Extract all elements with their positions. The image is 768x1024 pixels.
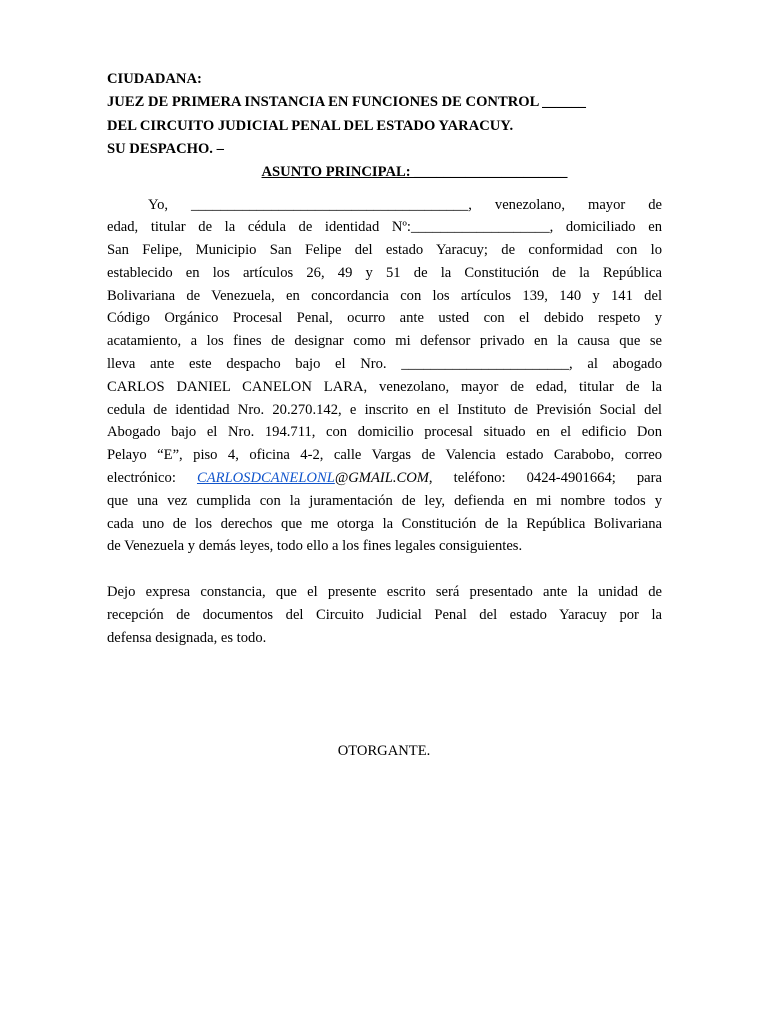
paragraph-1-line: Bolivariana de Venezuela, en concordancia con los artículos 139, 140 y 141 del xyxy=(107,287,662,304)
paragraph-2-line: recepción de documentos del Circuito Judicial Penal del estado Yaracuy por la xyxy=(107,606,662,623)
paragraph-1-line: establecido en los artículos 26, 49 y 51 de la Constitución de la República xyxy=(107,264,662,281)
email-link[interactable]: CARLOSDCANELONL xyxy=(196,470,335,487)
paragraph-2-line: defensa designada, es todo. xyxy=(107,629,267,646)
email-domain: @GMAIL.COM xyxy=(334,470,429,487)
paragraph-1-line: que una vez cumplida con la juramentación de ley, defienda en mi nombre todos y xyxy=(107,492,662,509)
despacho-line: SU DESPACHO. – xyxy=(107,140,224,157)
paragraph-1-line: CARLOS DANIEL CANELON LARA, venezolano, mayor de edad, titular de la xyxy=(107,378,662,395)
addressee-line: CIUDADANA: xyxy=(107,71,202,87)
circuit-line: DEL CIRCUITO JUDICIAL PENAL DEL ESTADO YARACUY. xyxy=(107,117,514,134)
judge-line: JUEZ DE PRIMERA INSTANCIA EN FUNCIONES DE CONTROL ______ xyxy=(107,94,586,111)
paragraph-1-line: cedula de identidad Nro. 20.270.142, e inscrito en el Instituto de Previsión Social del xyxy=(107,401,662,418)
paragraph-1-line: cada uno de los derechos que me otorga la Constitución de la República Bolivariana xyxy=(107,515,662,532)
paragraph-1-line: San Felipe, Municipio San Felipe del estado Yaracuy; de conformidad con lo xyxy=(107,242,662,259)
paragraph-1-line: edad, titular de la cédula de identidad Nº:___________________, domiciliado en xyxy=(107,219,662,236)
paragraph-1-line: Código Orgánico Procesal Penal, ocurro ante usted con el debido respeto y xyxy=(107,310,662,327)
paragraph-spacer xyxy=(107,558,662,581)
document-body xyxy=(107,194,662,650)
paragraph-1-line: acatamiento, a los fines de designar como mi defensor privado en la causa que se xyxy=(107,333,662,350)
signature-label: OTORGANTE. xyxy=(337,743,431,759)
paragraph-1-line: lleva ante este despacho bajo el Nro. _______________________, al abogado xyxy=(107,356,662,373)
paragraph-1-line: Abogado bajo el Nro. 194.711, con domicilio procesal situado en el edificio Don xyxy=(107,424,662,441)
asunto-principal: ASUNTO PRINCIPAL: _____________________ xyxy=(261,164,568,181)
paragraph-2-line: Dejo expresa constancia, que el presente escrito será presentado ante la unidad de xyxy=(107,584,662,601)
paragraph-1-line: Pelayo “E”, piso 4, oficina 4-2, calle Vargas de Valencia estado Carabobo, correo xyxy=(107,447,662,464)
paragraph-1-line: de Venezuela y demás leyes, todo ello a los fines legales consiguientes. xyxy=(107,538,523,555)
paragraph-1-line: electrónico: CARLOSDCANELONL@GMAIL.COM, teléfono: 0424-4901664; para xyxy=(107,470,662,487)
paragraph-1-line: Yo, ______________________________________, venezolano, mayor de xyxy=(148,196,662,213)
document-header xyxy=(107,68,662,184)
